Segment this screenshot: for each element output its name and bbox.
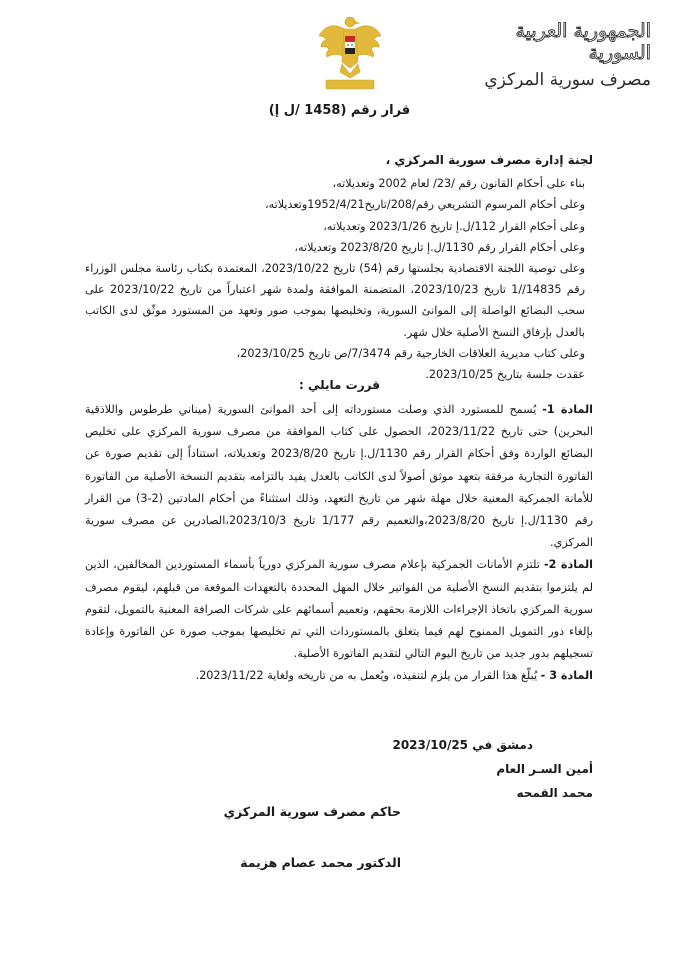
- place-date: دمشق في 2023/10/25: [392, 738, 533, 752]
- preamble-item: عقدت جلسة بتاريخ 2023/10/25.: [425, 368, 585, 382]
- letterhead: [461, 20, 651, 92]
- article-2: [85, 554, 593, 665]
- resolved-heading: قررت مايلي :: [299, 378, 380, 392]
- article-1: [85, 399, 593, 554]
- preamble-item: وعلى أحكام المرسوم التشريعي رقم/208/تاريخ1952/4/21وتعديلاته،: [264, 198, 585, 212]
- article-label: المادة 3 -: [540, 669, 593, 683]
- article-3: [85, 665, 593, 687]
- closing-block: [392, 733, 593, 805]
- article-label: المادة 2-: [543, 558, 593, 572]
- decision-number: قرار رقم (1458 /ل إ): [268, 103, 411, 118]
- articles: [85, 399, 593, 688]
- preamble-item: وعلى توصية اللجنة الاقتصادية بجلستها رقم (54) تاريخ 2023/10/22، المعتمدة بكتاب رئاسة مجلس الوزراء رقم 14835//1 تاريخ 2023/10/23، المتضمنة الموافقة ولمدة شهر اعتباراً من تاريخ 2023/10/22 على سحب البضائع الواصلة إلى الموانئ السورية، وتخليصها بموجب صور وتعهد من المستورد موثّق لدى الكاتب بالعدل بإرفاق النسخ الأصلية خلال شهر.: [85, 262, 585, 339]
- preamble: [85, 150, 593, 385]
- governor-name: الدكتور محمد عصام هزيمة: [240, 855, 401, 870]
- governor-title: حاكم مصرف سورية المركزي: [223, 804, 401, 819]
- preamble-item: وعلى أحكام القرار 112/ل.إ تاريخ 2023/1/26 وتعديلاته،: [323, 219, 585, 233]
- article-label: المادة 1-: [542, 403, 594, 416]
- preamble-item: بناء على أحكام القانون رقم /23/ لعام 2002 وتعديلاته،: [332, 177, 585, 191]
- syrian-eagle-emblem-icon: [316, 12, 384, 92]
- secretary-name: محمد القمحه: [516, 786, 593, 800]
- article-text: يُبلّغ هذا القرار من يلزم لتنفيذه، ويُعمل به من تاريخه ولغاية 2023/11/22.: [195, 669, 538, 683]
- article-text: يُسمح للمستورد الذي وصلت مستورداته إلى أحد الموانئ السورية (ميناني طرطوس واللاذقية البحرين) حتى تاريخ 2023/11/22، الحصول على كتاب الموافقة من مصرف سورية المركزي على تخليص البضائع الواردة وفق أحكام القرار رقم 1130/ل.إ تاريخ 2023/8/20 وتعديلاته، استناداً إلى تقديم صورة عن الفاتورة التجارية مرفقة بتعهد موثق أصولاً لدى الكاتب بالعدل يفيد بالتزامه بتقديم النسخة الأصلية من الفاتورة للأمانة الجمركية المعنية خلال مهلة شهر من تاريخ التعهد، وذلك استثناءً من أحكام المادتين (2-3) من القرار رقم 1130/ل.إ تاريخ 2023/8/20،والتعميم رقم 1/177 تاريخ 2023/10/3،الصادرين عن مصرف سورية المركزي.: [85, 403, 594, 550]
- committee-heading: لجنة إدارة مصرف سورية المركزي ،: [385, 153, 593, 167]
- secretary-title: أمين السـر العام: [496, 762, 593, 776]
- letterhead-bank: مصرف سورية المركزي: [484, 70, 651, 90]
- preamble-item: وعلى كتاب مديرية العلاقات الخارجية رقم 7/3474/ص تاريخ 2023/10/25،: [236, 346, 585, 360]
- article-text: تلتزم الأمانات الجمركية بإعلام مصرف سورية المركزي دورياً بأسماء المستوردين المخالفين، الذين لم يلتزموا بتقديم النسخ الأصلية من الفواتير خلال المهل المحددة بالتعهدات الموقعة من قبلهم، ليقوم مصرف سورية المركزي باتخاذ الإجراءات اللازمة بحقهم، وتعميم أسمائهم على شركات الصرافة المعنية بالتمويل، لتقوم بإلغاء دور التمويل الممنوح لهم فيما يتعلق بالمستوردات التي تم تخليصها بموجب صورة عن الفاتورة وإعادة تسجيلهم بدور جديد من تاريخ اليوم التالي لتقديم الفاتورة الأصلية.: [85, 558, 593, 661]
- letterhead-republic: الجمهورية العربية السورية: [515, 20, 651, 64]
- preamble-item: وعلى أحكام القرار رقم 1130/ل.إ تاريخ 2023/8/20 وتعديلاته،: [294, 240, 585, 254]
